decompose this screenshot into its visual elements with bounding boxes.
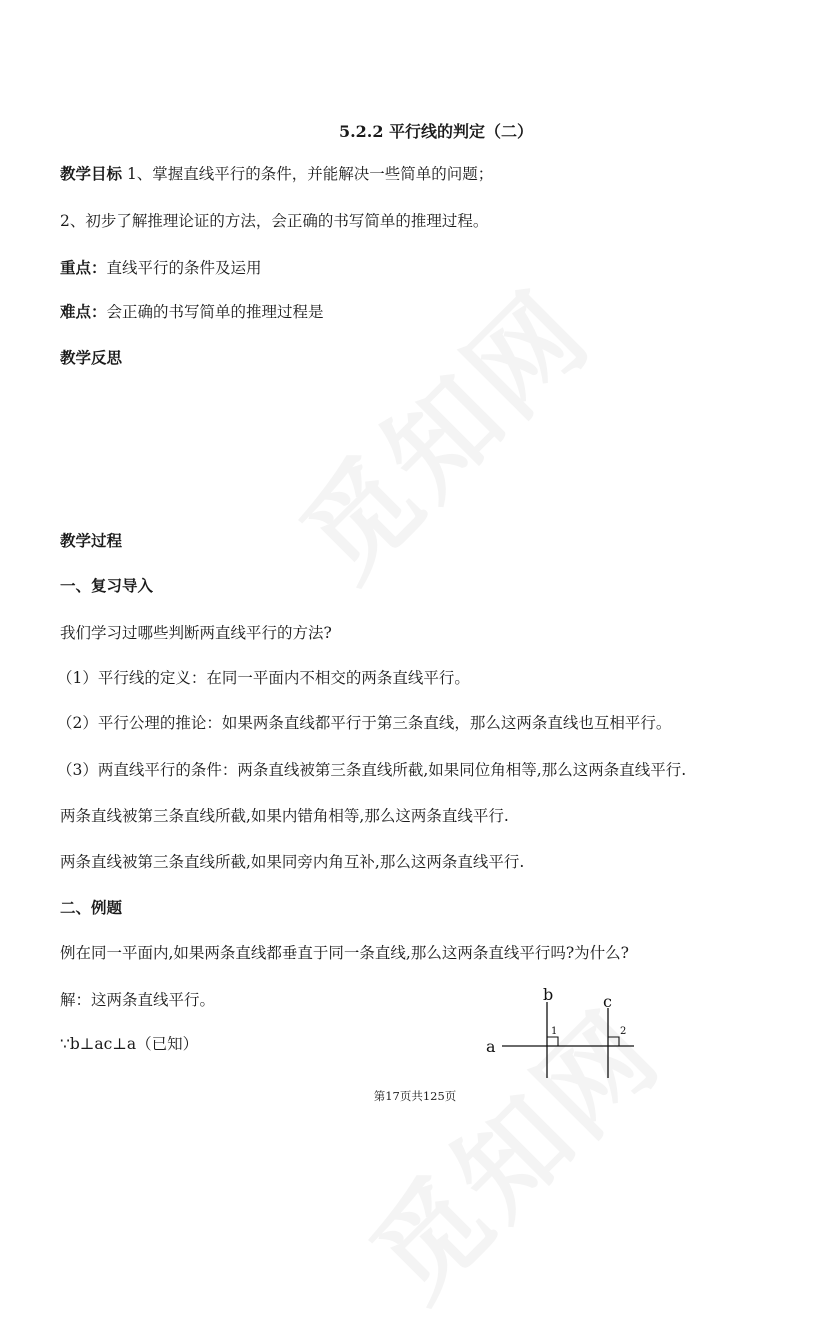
review-item-3: （3）两直线平行的条件：两条直线被第三条直线所截,如果同位角相等,那么这两条直线平行. [57, 761, 687, 779]
label-a: a [486, 1037, 496, 1056]
perpendicular-lines-figure [480, 982, 640, 1082]
difficulty-label: 难点： [60, 302, 107, 321]
review-question: 我们学习过哪些判断两直线平行的方法? [60, 624, 332, 642]
angle-2-label: 2 [620, 1026, 627, 1037]
review-line-5: 两条直线被第三条直线所截,如果同旁内角互补,那么这两条直线平行. [60, 853, 525, 871]
page-footer: 第17页共125页 [373, 1089, 457, 1103]
difficulty [60, 301, 324, 323]
right-angle-mark-2 [608, 1037, 619, 1046]
example-text: 例在同一平面内,如果两条直线都垂直于同一条直线,那么这两条直线平行吗?为什么? [60, 944, 629, 962]
key-point-label: 重点： [60, 258, 107, 277]
section1-heading: 一、复习导入 [60, 576, 154, 595]
process-heading: 教学过程 [60, 531, 123, 550]
review-item-1: （1）平行线的定义：在同一平面内不相交的两条直线平行。 [57, 669, 470, 687]
objective-1: 1、掌握直线平行的条件，并能解决一些简单的问题； [122, 165, 494, 183]
label-b: b [543, 985, 554, 1004]
right-angle-mark-1 [547, 1037, 558, 1046]
angle-1-label: 1 [551, 1026, 558, 1037]
solution-text: 解：这两条直线平行。 [60, 991, 216, 1009]
reflection-heading: 教学反思 [60, 348, 123, 367]
review-item-2: （2）平行公理的推论：如果两条直线都平行于第三条直线，那么这两条直线也互相平行。 [57, 714, 672, 732]
key-point-text: 直线平行的条件及运用 [106, 259, 262, 277]
page-title: 5.2.2 平行线的判定（二） [338, 122, 534, 141]
difficulty-text: 会正确的书写简单的推理过程是 [106, 303, 324, 321]
objectives-line-1 [60, 163, 493, 185]
objective-2: 2、初步了解推理论证的方法，会正确的书写简单的推理过程。 [60, 212, 489, 230]
label-c: c [603, 992, 612, 1011]
objectives-label: 教学目标 [60, 164, 123, 183]
review-line-4: 两条直线被第三条直线所截,如果内错角相等,那么这两条直线平行. [60, 807, 509, 825]
key-point [60, 257, 262, 279]
section2-heading: 二、例题 [60, 898, 123, 917]
because-text: ∵b⊥ac⊥a（已知） [60, 1035, 199, 1053]
